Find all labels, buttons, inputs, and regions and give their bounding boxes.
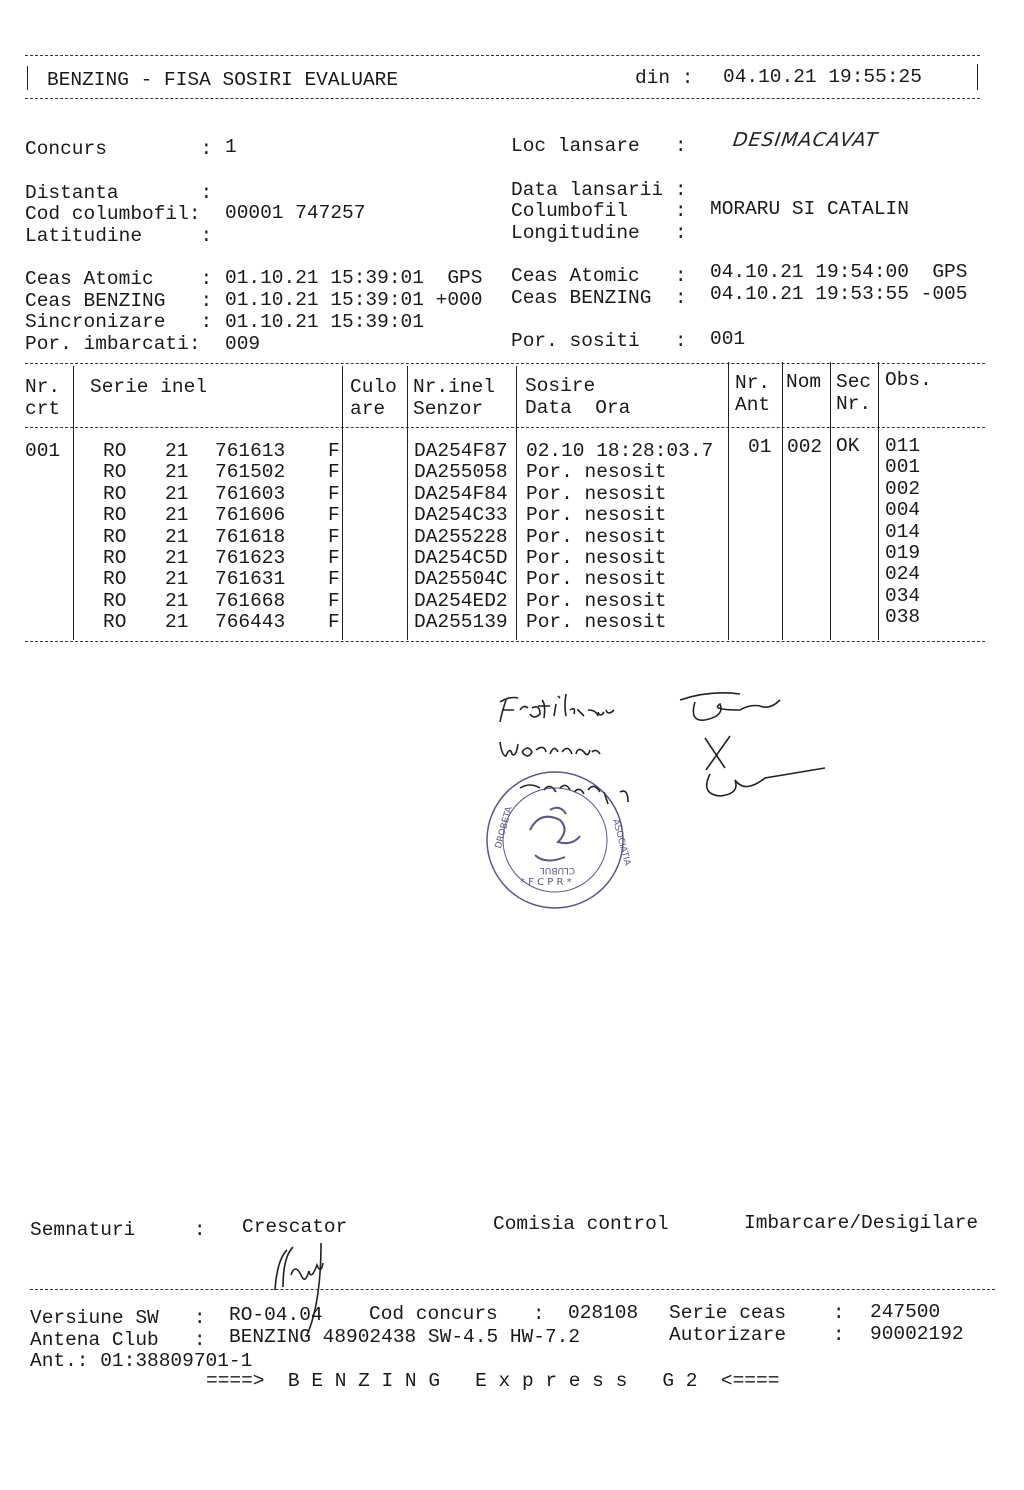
cell-an: 21 bbox=[165, 525, 189, 548]
sincronizare-value: 01.10.21 15:39:01 bbox=[225, 311, 424, 333]
cell-an: 21 bbox=[165, 568, 189, 591]
table-column-divider bbox=[516, 366, 517, 640]
table-column-divider bbox=[782, 362, 783, 640]
autorizare-value: 90002192 bbox=[870, 1323, 964, 1345]
cell-tara: RO bbox=[103, 525, 127, 548]
cell-obs: 024 bbox=[885, 563, 921, 586]
distanta-label: Distanta : bbox=[25, 182, 213, 204]
cell-obs: 014 bbox=[885, 520, 921, 543]
col-sosire-1: Sosire bbox=[525, 375, 596, 397]
header-border-left bbox=[27, 66, 28, 90]
cell-sosire: Por. nesosit bbox=[526, 568, 667, 591]
table-border-top bbox=[25, 363, 985, 364]
cell-sosire: 02.10 18:28:03.7 bbox=[526, 440, 714, 462]
table-header-divider bbox=[25, 427, 985, 428]
antena-club-value: BENZING 48902438 SW-4.5 HW-7.2 bbox=[229, 1326, 581, 1348]
loc-lansare-label: Loc lansare : bbox=[511, 135, 687, 157]
footer-divider bbox=[30, 1289, 995, 1290]
cod-concurs-label: Cod concurs : bbox=[369, 1303, 545, 1325]
document-title: BENZING - FISA SOSIRI EVALUARE bbox=[47, 69, 399, 91]
nr-ant-value: 01 bbox=[748, 436, 772, 458]
ceas-benzing-end-label: Ceas BENZING : bbox=[511, 287, 687, 309]
por-imbarcati-label: Por. imbarcati: bbox=[25, 333, 201, 355]
table-column-divider bbox=[728, 362, 729, 640]
versiune-sw-label: Versiune SW : bbox=[30, 1307, 206, 1329]
cell-obs: 034 bbox=[885, 584, 921, 607]
cell-tara: RO bbox=[103, 504, 127, 527]
cell-inel: 761613 bbox=[215, 440, 286, 462]
svg-text:CLUBUL: CLUBUL bbox=[539, 865, 575, 875]
cell-obs: 001 bbox=[885, 456, 921, 479]
cell-sex: F bbox=[328, 525, 340, 548]
crescator-label: Crescator bbox=[242, 1216, 348, 1238]
cell-obs: 004 bbox=[885, 499, 921, 522]
ant-info: Ant.: 01:38809701-1 bbox=[30, 1350, 253, 1372]
cod-columbofil-value: 00001 747257 bbox=[225, 202, 366, 224]
cell-tara: RO bbox=[103, 440, 127, 462]
latitudine-label: Latitudine : bbox=[25, 225, 213, 247]
serie-ceas-value: 247500 bbox=[870, 1301, 941, 1323]
header-border-right bbox=[977, 64, 978, 90]
data-lansarii-label: Data lansarii : bbox=[511, 179, 687, 201]
cell-sex: F bbox=[328, 440, 340, 462]
ceas-atomic-start-value: 01.10.21 15:39:01 GPS bbox=[225, 267, 483, 289]
cell-an: 21 bbox=[165, 547, 189, 569]
cell-inel: 761668 bbox=[215, 589, 286, 612]
imbarcare-desigilare-label: Imbarcare/Desigilare bbox=[744, 1212, 979, 1234]
table-column-divider bbox=[830, 362, 831, 640]
cell-an: 21 bbox=[165, 440, 189, 462]
cell-sosire: Por. nesosit bbox=[526, 525, 667, 548]
cell-senzor: DA254C5D bbox=[414, 547, 508, 569]
cell-sosire: Por. nesosit bbox=[526, 547, 667, 569]
cell-tara: RO bbox=[103, 547, 127, 569]
table-column-divider bbox=[342, 366, 343, 640]
col-nr-ant-1: Nr. bbox=[735, 372, 771, 394]
cell-tara: RO bbox=[103, 589, 127, 612]
table-border-bottom bbox=[25, 641, 985, 642]
antena-club-label: Antena Club : bbox=[30, 1329, 206, 1351]
svg-text:* F C P R *: * F C P R * bbox=[520, 877, 572, 888]
benzing-express-banner: ====> B E N Z I N G E x p r e s s G 2 <==== bbox=[206, 1370, 780, 1392]
cell-tara: RO bbox=[103, 461, 127, 484]
cell-sex: F bbox=[328, 547, 340, 569]
table-column-divider bbox=[407, 366, 408, 640]
cell-sex: F bbox=[328, 568, 340, 591]
cell-tara: RO bbox=[103, 568, 127, 591]
col-culoare-2: are bbox=[350, 398, 386, 420]
cell-sex: F bbox=[328, 482, 340, 505]
columbofil-value: MORARU SI CATALIN bbox=[710, 198, 909, 220]
columbofil-label: Columbofil : bbox=[511, 200, 687, 222]
date-label: din : bbox=[635, 67, 694, 89]
col-nr-crt-2: crt bbox=[25, 398, 61, 420]
cell-senzor: DA255058 bbox=[414, 461, 508, 484]
cell-sex: F bbox=[328, 504, 340, 527]
cell-an: 21 bbox=[165, 482, 189, 505]
report-date: 04.10.21 19:55:25 bbox=[723, 66, 922, 88]
cell-tara: RO bbox=[103, 482, 127, 505]
cell-an: 21 bbox=[165, 611, 189, 634]
cell-obs: 011 bbox=[885, 435, 921, 457]
cell-senzor: DA255228 bbox=[414, 525, 508, 548]
cell-obs: 038 bbox=[885, 606, 921, 629]
cell-sex: F bbox=[328, 589, 340, 612]
cell-senzor: DA254ED2 bbox=[414, 589, 508, 612]
cell-inel: 766443 bbox=[215, 611, 286, 634]
cell-sosire: Por. nesosit bbox=[526, 461, 667, 484]
concurs-label: Concurs : bbox=[25, 138, 213, 160]
nom-value: 002 bbox=[787, 436, 823, 458]
comisia-control-label: Comisia control bbox=[493, 1213, 669, 1235]
col-nr-crt-1: Nr. bbox=[25, 376, 61, 398]
ceas-atomic-end-label: Ceas Atomic : bbox=[511, 265, 687, 287]
cell-sosire: Por. nesosit bbox=[526, 611, 667, 634]
cell-inel: 761502 bbox=[215, 461, 286, 484]
col-sosire-2: Data Ora bbox=[525, 397, 631, 419]
header-border-top bbox=[25, 55, 980, 56]
cell-senzor: DA254C33 bbox=[414, 504, 508, 527]
autorizare-label: Autorizare : bbox=[669, 1324, 845, 1346]
cell-inel: 761618 bbox=[215, 525, 286, 548]
cell-sosire: Por. nesosit bbox=[526, 504, 667, 527]
col-sec-1: Sec bbox=[836, 371, 872, 393]
nr-crt-value: 001 bbox=[25, 440, 61, 462]
cell-inel: 761606 bbox=[215, 504, 286, 527]
loc-lansare-handwritten-value: DESIMACAVAT bbox=[731, 129, 880, 151]
cell-an: 21 bbox=[165, 589, 189, 612]
cell-sex: F bbox=[328, 611, 340, 634]
ceas-benzing-end-value: 04.10.21 19:53:55 -005 bbox=[710, 283, 968, 305]
por-sositi-label: Por. sositi : bbox=[511, 330, 687, 352]
cell-senzor: DA254F84 bbox=[414, 482, 508, 505]
cell-sex: F bbox=[328, 461, 340, 484]
concurs-value: 1 bbox=[225, 136, 237, 158]
signatures-and-stamp bbox=[480, 680, 840, 920]
cell-obs: 002 bbox=[885, 477, 921, 500]
ceas-benzing-start-label: Ceas BENZING : bbox=[25, 290, 213, 312]
por-sositi-value: 001 bbox=[710, 328, 746, 350]
header-border-bottom bbox=[25, 98, 980, 99]
ceas-atomic-start-label: Ceas Atomic : bbox=[25, 268, 213, 290]
col-nr-ant-2: Ant bbox=[735, 394, 771, 416]
semnaturi-label: Semnaturi : bbox=[30, 1219, 206, 1241]
col-culoare-1: Culo bbox=[350, 376, 397, 398]
svg-text:DROBETA: DROBETA bbox=[493, 805, 515, 850]
ceas-atomic-end-value: 04.10.21 19:54:00 GPS bbox=[710, 261, 968, 283]
ceas-benzing-start-value: 01.10.21 15:39:01 +000 bbox=[225, 289, 483, 311]
cell-an: 21 bbox=[165, 461, 189, 484]
versiune-sw-value: RO-04.04 bbox=[229, 1304, 323, 1326]
stamp bbox=[487, 772, 632, 908]
cell-inel: 761623 bbox=[215, 547, 286, 569]
col-nr-inel-1: Nr.inel bbox=[413, 376, 495, 398]
col-nr-inel-2: Senzor bbox=[413, 398, 484, 420]
serie-ceas-label: Serie ceas : bbox=[669, 1302, 845, 1324]
cell-sosire: Por. nesosit bbox=[526, 482, 667, 505]
table-column-divider bbox=[878, 362, 879, 640]
cell-senzor: DA255139 bbox=[414, 611, 508, 634]
col-obs: Obs. bbox=[885, 369, 932, 391]
cell-tara: RO bbox=[103, 611, 127, 634]
cell-obs: 019 bbox=[885, 542, 921, 564]
cod-columbofil-label: Cod columbofil: bbox=[25, 203, 201, 225]
handwritten-signatures bbox=[500, 693, 825, 804]
por-imbarcati-value: 009 bbox=[225, 333, 261, 355]
cell-sosire: Por. nesosit bbox=[526, 589, 667, 612]
sec-nr-value: OK bbox=[836, 435, 860, 457]
cell-senzor: DA25504C bbox=[414, 568, 508, 591]
svg-text:ASOCIATIA: ASOCIATIA bbox=[610, 818, 633, 867]
cod-concurs-value: 028108 bbox=[568, 1302, 639, 1324]
col-sec-2: Nr. bbox=[836, 393, 872, 415]
cell-senzor: DA254F87 bbox=[414, 440, 508, 462]
cell-inel: 761631 bbox=[215, 568, 286, 591]
sincronizare-label: Sincronizare : bbox=[25, 311, 213, 333]
table-column-divider bbox=[73, 430, 74, 632]
col-nom: Nom bbox=[786, 371, 822, 393]
cell-an: 21 bbox=[165, 504, 189, 527]
longitudine-label: Longitudine : bbox=[511, 222, 687, 244]
cell-inel: 761603 bbox=[215, 482, 286, 505]
col-serie-inel: Serie inel bbox=[90, 376, 208, 398]
